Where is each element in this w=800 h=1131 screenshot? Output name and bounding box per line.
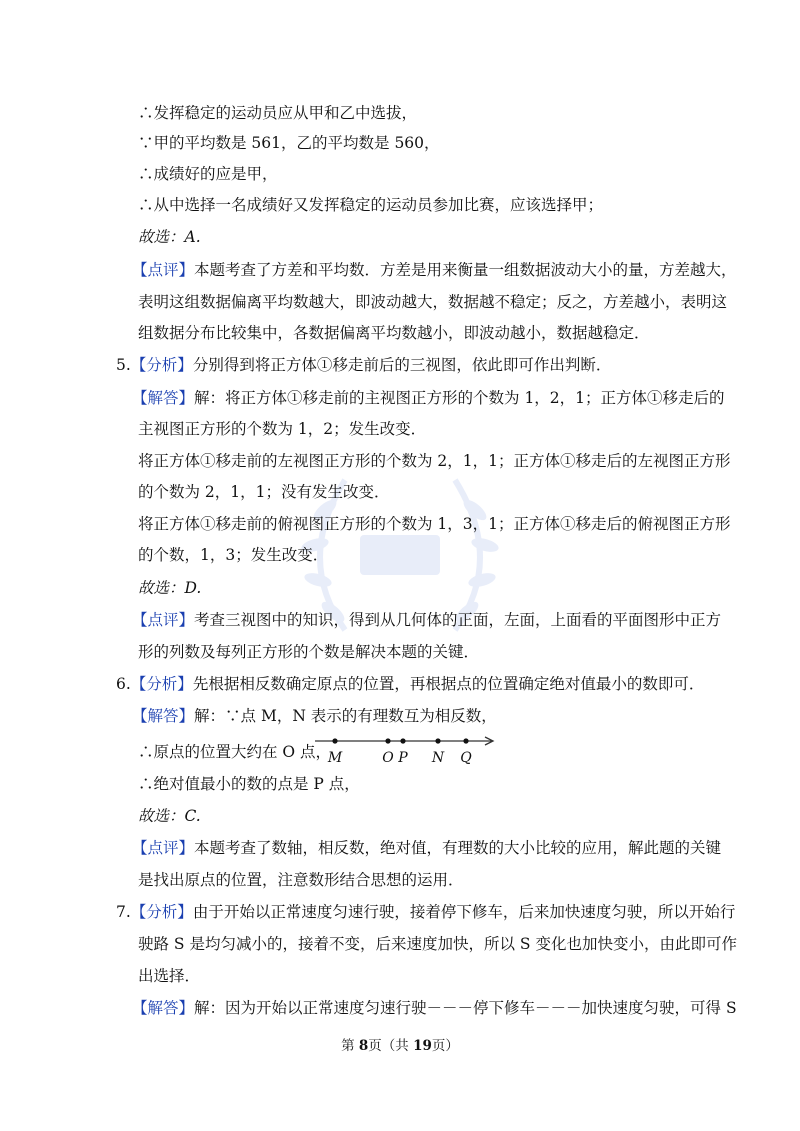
text-line: ∴发挥稳定的运动员应从甲和乙中选拔，	[138, 104, 418, 122]
question-number: 5.	[116, 356, 131, 374]
number-line-label-o: O	[382, 750, 394, 766]
number-line-point-q	[463, 738, 468, 743]
text-line: ∴从中选择一名成绩好又发挥稳定的运动员参加比赛，应该选择甲；	[138, 196, 604, 214]
answer-line	[132, 998, 737, 1018]
text-line: ∵甲的平均数是 561，乙的平均数是 560，	[138, 134, 440, 152]
number-line-point-m	[332, 738, 337, 743]
comment-text: 考查三视图中的知识，得到从几何体的正面，左面，上面看的平面图形中正方	[194, 611, 722, 629]
question-line	[116, 902, 735, 922]
text-line: 的个数为 2，1，1；没有发生改变．	[138, 483, 390, 501]
comment-line	[132, 260, 737, 280]
number-line-point-p	[400, 738, 405, 743]
number-line-label-q: Q	[460, 750, 472, 766]
comment-tag: 【点评】	[132, 611, 195, 629]
footer-suffix: 页）	[431, 1038, 459, 1054]
answer-tag: 【解答】	[132, 999, 195, 1017]
answer-line	[132, 388, 725, 408]
text-line: 将正方体①移走前的左视图正方形的个数为 2，1，1；正方体①移走后的左视图正方形	[138, 452, 731, 470]
text-line: 是找出原点的位置，注意数形结合思想的运用．	[138, 871, 464, 889]
comment-line	[132, 610, 721, 630]
question-number: 6.	[116, 675, 131, 693]
text-line: 组数据分布比较集中，各数据偏离平均数越小，即波动越小，数据越稳定．	[138, 324, 650, 342]
answer-text: 解：∵点 M，N 表示的有理数互为相反数，	[194, 707, 497, 725]
analysis-text: 分别得到将正方体①移走前后的三视图，依此即可作出判断．	[192, 356, 612, 374]
footer-total: 19	[413, 1038, 432, 1054]
text-line: 将正方体①移走前的俯视图正方形的个数为 1，3，1；正方体①移走后的俯视图正方形	[138, 515, 731, 533]
comment-tag: 【点评】	[132, 839, 195, 857]
answer-line	[132, 706, 497, 726]
text-line: 出选择．	[138, 967, 201, 985]
number-line-label-m: M	[327, 750, 343, 766]
text-line: ∴成绩好的应是甲，	[138, 165, 278, 183]
number-line-diagram	[300, 730, 500, 775]
number-line-label-n: N	[431, 750, 445, 766]
comment-text: 本题考查了数轴，相反数，绝对值，有理数的大小比较的应用，解此题的关键	[194, 839, 722, 857]
text-line: 表明这组数据偏离平均数越大，即波动越大，数据越不稳定；反之，方差越小，表明这	[138, 293, 728, 311]
analysis-text: 由于开始以正常速度匀速行驶，接着停下修车，后来加快速度匀驶，所以开始行	[192, 903, 736, 921]
text-line: 形的列数及每列正方形的个数是解决本题的关键．	[138, 643, 480, 661]
question-line	[116, 355, 611, 375]
text-line: 的个数，1，3；发生改变．	[138, 546, 329, 564]
text-line: 故选：C.	[138, 807, 201, 825]
analysis-tag: 【分析】	[130, 903, 193, 921]
question-line	[116, 674, 704, 694]
comment-line	[132, 838, 721, 858]
analysis-text: 先根据相反数确定原点的位置，再根据点的位置确定绝对值最小的数即可．	[192, 675, 705, 693]
answer-text: 解：因为开始以正常速度匀速行驶－－－停下修车－－－加快速度匀驶，可得 S	[194, 999, 737, 1017]
number-line-label-p: P	[398, 750, 408, 766]
number-line-point-n	[435, 738, 440, 743]
text-line: 故选：D.	[138, 579, 202, 597]
analysis-tag: 【分析】	[130, 675, 193, 693]
answer-text: 解：将正方体①移走前的主视图正方形的个数为 1，2，1；正方体①移走后的	[194, 389, 725, 407]
text-line: ∴绝对值最小的数的点是 P 点，	[138, 775, 360, 793]
footer-prefix: 第	[341, 1038, 359, 1054]
comment-tag: 【点评】	[132, 261, 195, 279]
page-footer	[0, 1034, 800, 1054]
text-line: 驶路 S 是均匀减小的，接着不变，后来速度加快，所以 S 变化也加快变小，由此即可作	[138, 935, 737, 953]
text-line: 故选：A.	[138, 228, 201, 246]
answer-tag: 【解答】	[132, 707, 195, 725]
footer-page: 8	[358, 1038, 369, 1054]
number-line-point-o	[385, 738, 390, 743]
answer-tag: 【解答】	[132, 389, 195, 407]
comment-text: 本题考查了方差和平均数．方差是用来衡量一组数据波动大小的量，方差越大，	[194, 261, 737, 279]
question-number: 7.	[116, 903, 131, 921]
analysis-tag: 【分析】	[130, 356, 193, 374]
footer-middle: 页（共	[368, 1038, 414, 1054]
text-line: ∴原点的位置大约在 O 点，	[138, 743, 332, 761]
text-line: 主视图正方形的个数为 1，2；发生改变．	[138, 420, 427, 438]
